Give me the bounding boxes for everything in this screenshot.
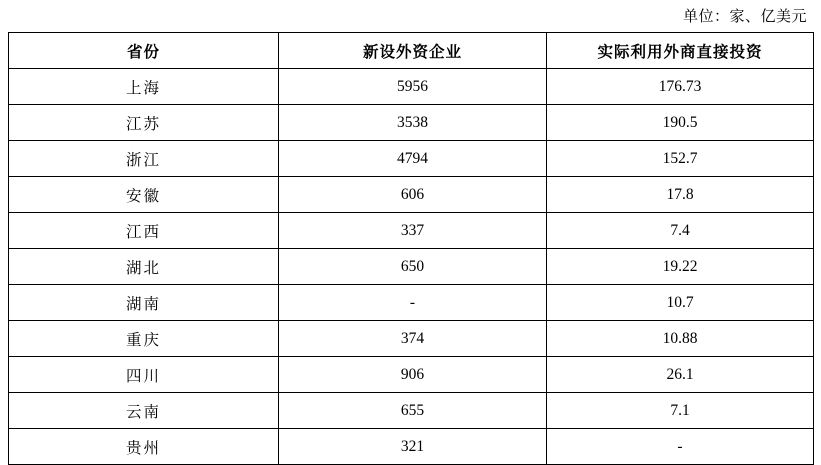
unit-note: 单位：家、亿美元: [682, 9, 807, 25]
cell-province: 贵州: [9, 429, 279, 465]
cell-enterprises: -: [279, 285, 547, 321]
cell-enterprises: 4794: [279, 141, 547, 177]
table-row: [9, 105, 814, 141]
cell-enterprises: 374: [279, 321, 547, 357]
column-header-province: 省份: [9, 33, 279, 69]
cell-investment: 19.22: [547, 249, 814, 285]
table-row: [9, 213, 814, 249]
cell-enterprises: 650: [279, 249, 547, 285]
table-row: [9, 357, 814, 393]
cell-province: 江苏: [9, 105, 279, 141]
cell-enterprises: 337: [279, 213, 547, 249]
table-row: [9, 393, 814, 429]
table-header-row: [9, 33, 814, 69]
cell-province: 上海: [9, 69, 279, 105]
cell-province: 重庆: [9, 321, 279, 357]
cell-investment: 190.5: [547, 105, 814, 141]
cell-province: 湖南: [9, 285, 279, 321]
cell-enterprises: 321: [279, 429, 547, 465]
cell-investment: -: [547, 429, 814, 465]
foreign-investment-table: [8, 32, 814, 465]
cell-investment: 10.7: [547, 285, 814, 321]
table-row: [9, 69, 814, 105]
column-header-actual-investment: 实际利用外商直接投资: [547, 33, 814, 69]
cell-investment: 10.88: [547, 321, 814, 357]
table-row: [9, 321, 814, 357]
table-row: [9, 429, 814, 465]
cell-investment: 152.7: [547, 141, 814, 177]
cell-province: 浙江: [9, 141, 279, 177]
cell-investment: 7.1: [547, 393, 814, 429]
cell-enterprises: 655: [279, 393, 547, 429]
cell-enterprises: 5956: [279, 69, 547, 105]
table-body: [9, 69, 814, 465]
table-row: [9, 141, 814, 177]
table-header: [9, 33, 814, 69]
cell-investment: 17.8: [547, 177, 814, 213]
cell-province: 四川: [9, 357, 279, 393]
column-header-new-enterprises: 新设外资企业: [279, 33, 547, 69]
cell-enterprises: 3538: [279, 105, 547, 141]
cell-province: 江西: [9, 213, 279, 249]
cell-province: 云南: [9, 393, 279, 429]
cell-province: 湖北: [9, 249, 279, 285]
cell-enterprises: 606: [279, 177, 547, 213]
cell-enterprises: 906: [279, 357, 547, 393]
cell-investment: 176.73: [547, 69, 814, 105]
table-row: [9, 177, 814, 213]
table-row: [9, 249, 814, 285]
cell-investment: 7.4: [547, 213, 814, 249]
cell-province: 安徽: [9, 177, 279, 213]
table-row: [9, 285, 814, 321]
cell-investment: 26.1: [547, 357, 814, 393]
